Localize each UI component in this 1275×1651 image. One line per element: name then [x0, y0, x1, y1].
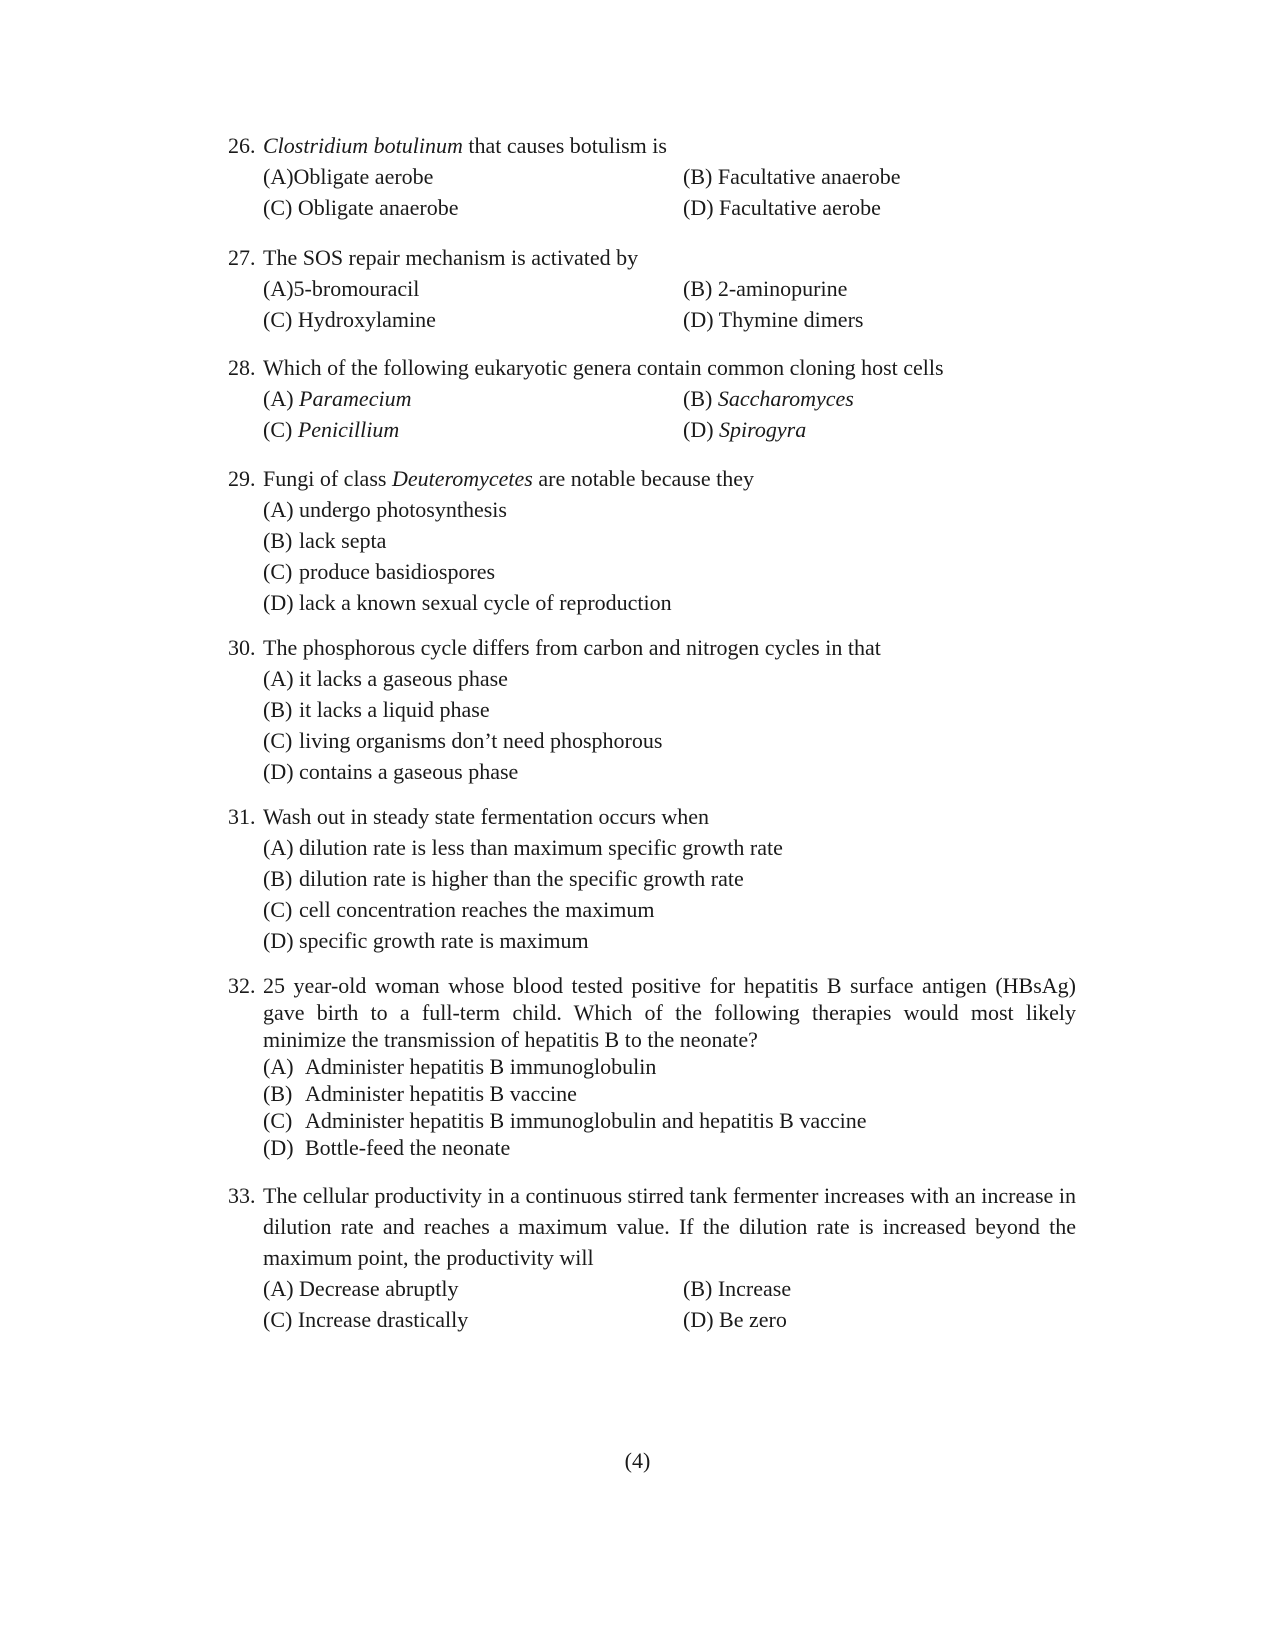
options-list	[263, 663, 1076, 787]
question-stem	[228, 972, 1076, 1053]
italic-term: Spirogyra	[719, 417, 807, 442]
option-d: (D) lack a known sexual cycle of reproduction	[263, 590, 672, 615]
question-27	[228, 242, 1076, 335]
italic-term: Saccharomyces	[717, 386, 854, 411]
question-33	[228, 1180, 1076, 1335]
question-30	[228, 632, 1076, 787]
option-a: (A) undergo photosynthesis	[263, 497, 507, 522]
question-number: 30.	[228, 635, 256, 660]
question-text: Fungi of class Deuteromycetes are notable because they	[263, 466, 754, 491]
option-d: (D) contains a gaseous phase	[263, 759, 519, 784]
options-list	[263, 494, 1076, 618]
option-b: (B) it lacks a liquid phase	[263, 697, 490, 722]
options-list	[263, 832, 1076, 956]
options-grid	[263, 1273, 1076, 1335]
options-list	[263, 1053, 1076, 1161]
question-stem	[228, 1180, 1076, 1273]
question-number: 31.	[228, 804, 256, 829]
option-d: (D) specific growth rate is maximum	[263, 928, 589, 953]
option-c: (C) Increase drastically	[263, 1307, 469, 1332]
italic-term: Paramecium	[299, 386, 412, 411]
question-text: The cellular productivity in a continuous stirred tank fermenter increases with an increase in dilution rate and reaches a maximum value. If the dilution rate is increased beyond the maximum point, the productivity will	[263, 1183, 1076, 1270]
option-a: (A) Administer hepatitis B immunoglobulin	[263, 1054, 657, 1079]
question-32	[228, 972, 1076, 1161]
question-stem	[228, 632, 1076, 663]
option-d: (D) Be zero	[683, 1307, 787, 1332]
question-stem	[228, 352, 1076, 383]
question-stem	[228, 463, 1076, 494]
question-stem	[228, 130, 1076, 161]
option-d: (D) Thymine dimers	[683, 307, 864, 332]
italic-term: Clostridium botulinum	[263, 133, 463, 158]
question-26	[228, 130, 1076, 223]
question-stem	[228, 801, 1076, 832]
question-text: Wash out in steady state fermentation occurs when	[263, 804, 710, 829]
option-c: (C) living organisms don’t need phosphorous	[263, 728, 663, 753]
options-grid	[263, 383, 1076, 445]
option-d: (D) Facultative aerobe	[683, 195, 881, 220]
option-b: (B) dilution rate is higher than the specific growth rate	[263, 866, 744, 891]
question-number: 32.	[228, 973, 256, 998]
options-grid	[263, 273, 1076, 335]
page-number: (4)	[624, 1448, 651, 1473]
option-b: (B) Administer hepatitis B vaccine	[263, 1081, 577, 1106]
option-c: (C) Hydroxylamine	[263, 307, 436, 332]
question-text: Which of the following eukaryotic genera contain common cloning host cells	[263, 355, 944, 380]
option-a: (A) Paramecium	[263, 386, 412, 411]
question-text: Clostridium botulinum that causes botulism is	[263, 133, 667, 158]
question-31	[228, 801, 1076, 956]
options-grid	[263, 161, 1076, 223]
option-a: (A) it lacks a gaseous phase	[263, 666, 508, 691]
option-c: (C) Administer hepatitis B immunoglobulin and hepatitis B vaccine	[263, 1108, 867, 1133]
option-b: (B) Increase	[683, 1276, 792, 1301]
option-d: (D) Bottle-feed the neonate	[263, 1135, 511, 1160]
option-c: (C) Penicillium	[263, 417, 400, 442]
option-b: (B) 2-aminopurine	[683, 276, 848, 301]
question-29	[228, 463, 1076, 618]
option-a: (A)5-bromouracil	[263, 276, 420, 301]
italic-term: Deuteromycetes	[391, 466, 533, 491]
italic-term: Penicillium	[297, 417, 400, 442]
question-number: 27.	[228, 245, 256, 270]
question-stem	[228, 242, 1076, 273]
option-c: (C) Obligate anaerobe	[263, 195, 459, 220]
question-text: 25 year-old woman whose blood tested positive for hepatitis B surface antigen (HBsAg) gave birth to a full-term child. Which of the following therapies would most likely minimize the transmission of hepatitis B to the neonate?	[263, 973, 1076, 1052]
question-28	[228, 352, 1076, 445]
option-d: (D) Spirogyra	[683, 417, 807, 442]
option-b: (B) Facultative anaerobe	[683, 164, 901, 189]
question-text: The phosphorous cycle differs from carbon and nitrogen cycles in that	[263, 635, 881, 660]
question-number: 33.	[228, 1183, 256, 1208]
question-text: The SOS repair mechanism is activated by	[263, 245, 639, 270]
question-number: 28.	[228, 355, 256, 380]
option-a: (A)Obligate aerobe	[263, 164, 434, 189]
option-a: (A) Decrease abruptly	[263, 1276, 459, 1301]
option-c: (C) cell concentration reaches the maximum	[263, 897, 655, 922]
option-a: (A) dilution rate is less than maximum specific growth rate	[263, 835, 783, 860]
option-b: (B) lack septa	[263, 528, 387, 553]
question-number: 29.	[228, 466, 256, 491]
option-b: (B) Saccharomyces	[683, 386, 854, 411]
question-number: 26.	[228, 133, 256, 158]
option-c: (C) produce basidiospores	[263, 559, 496, 584]
